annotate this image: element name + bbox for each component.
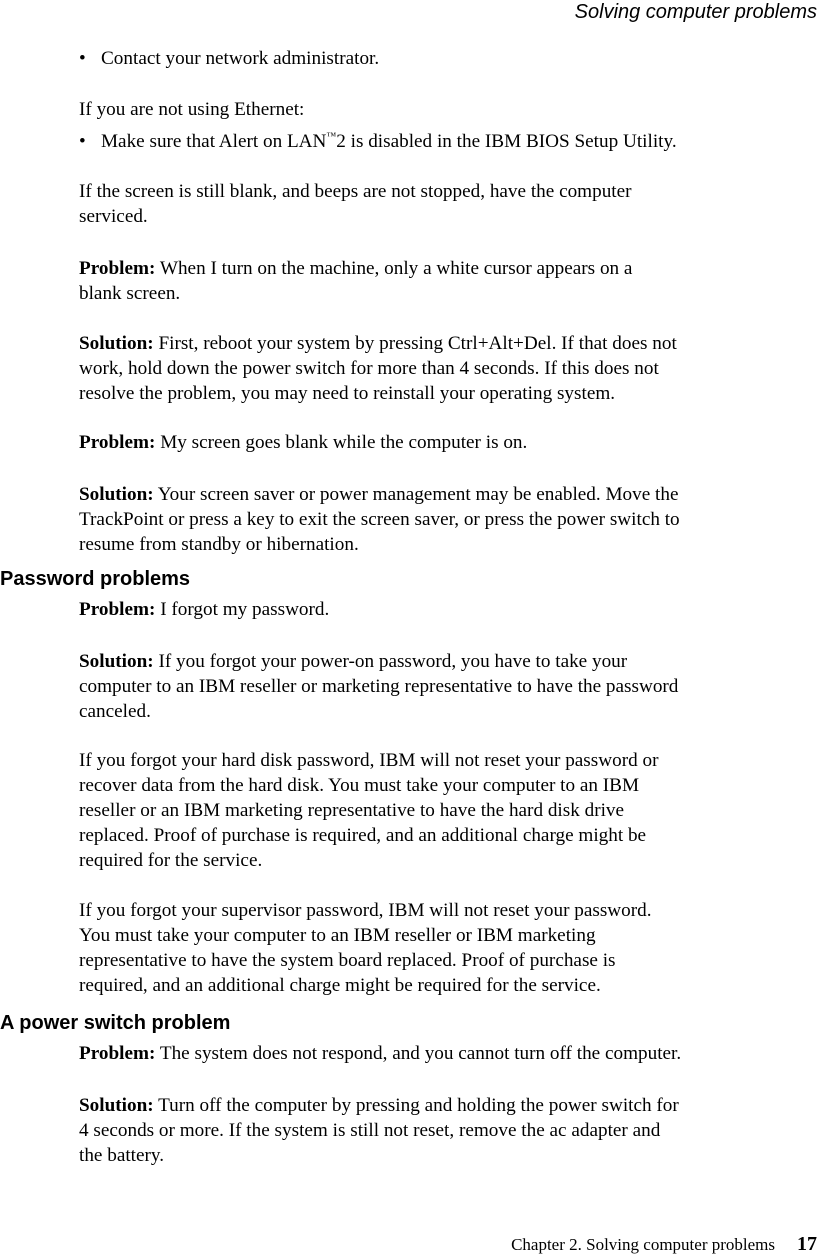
text-line: You must take your computer to an IBM reseller or IBM marketing: [79, 925, 596, 946]
text-line: [79, 331, 819, 356]
text-line: canceled.: [79, 701, 151, 722]
problem-label: Problem:: [79, 1043, 156, 1064]
problem-label: Problem:: [79, 599, 156, 620]
paragraph-hard-disk-password: [79, 748, 819, 873]
bullet-text-before: Make sure that Alert on LAN: [101, 131, 327, 152]
solution-text: If you forgot your power-on password, you have to take your: [158, 651, 628, 672]
solution-text: Turn off the computer by pressing and holding the power switch for: [158, 1095, 679, 1116]
bullet-text-after: 2 is disabled in the IBM BIOS Setup Utility.: [336, 131, 677, 152]
text-line: required for the service.: [79, 850, 263, 871]
problem-cursor: [79, 256, 819, 306]
text-line: replaced. Proof of purchase is required, and an additional charge might be: [79, 825, 647, 846]
solution-cursor: [79, 331, 819, 406]
bullet-glyph: •: [79, 131, 86, 152]
solution-blank-screen: [79, 482, 819, 557]
solution-label: Solution:: [79, 651, 154, 672]
text-line: 4 seconds or more. If the system is still not reset, remove the ac adapter and: [79, 1120, 661, 1141]
text-line: recover data from the hard disk. You must take your computer to an IBM: [79, 775, 640, 796]
text-line: reseller or an IBM marketing representative to have the hard disk drive: [79, 800, 625, 821]
text-line: resolve the problem, you may need to reinstall your operating system.: [79, 383, 616, 404]
solution-power-switch: [79, 1093, 819, 1168]
section-heading-power-switch: A power switch problem: [0, 1012, 231, 1034]
paragraph-still-blank: [79, 179, 819, 229]
text-line: If the screen is still blank, and beeps are not stopped, have the computer: [79, 181, 632, 202]
problem-text: When I turn on the machine, only a white cursor appears on a: [159, 258, 633, 279]
text-line: work, hold down the power switch for more than 4 seconds. If this does not: [79, 358, 659, 379]
solution-text: First, reboot your system by pressing Ctrl+Alt+Del. If that does not: [158, 333, 677, 354]
solution-password: [79, 649, 819, 724]
problem-password: [79, 597, 819, 622]
problem-power-switch: [79, 1041, 819, 1066]
list-item: [79, 129, 677, 154]
problem-text: I forgot my password.: [160, 599, 330, 620]
text-line: [79, 1093, 819, 1118]
solution-label: Solution:: [79, 484, 154, 505]
solution-label: Solution:: [79, 1095, 154, 1116]
paragraph-supervisor-password: [79, 898, 819, 998]
page-footer: [511, 1232, 817, 1257]
solution-text: Your screen saver or power management may be enabled. Move the: [157, 484, 679, 505]
text-line: If you forgot your supervisor password, IBM will not reset your password.: [79, 900, 652, 921]
solution-label: Solution:: [79, 333, 154, 354]
problem-blank-screen: [79, 430, 819, 455]
trademark-mark: ™: [326, 131, 337, 142]
text-line: TrackPoint or press a key to exit the screen saver, or press the power switch to: [79, 509, 680, 530]
page-number: 17: [797, 1233, 817, 1255]
problem-label: Problem:: [79, 258, 156, 279]
text-line: resume from standby or hibernation.: [79, 534, 359, 555]
text-line: [79, 256, 819, 281]
text-line: [79, 482, 819, 507]
running-head: Solving computer problems: [574, 1, 817, 23]
text-line: serviced.: [79, 206, 148, 227]
bullet-glyph: •: [79, 48, 86, 69]
text-line: the battery.: [79, 1145, 165, 1166]
text-line: required, and an additional charge might be required for the service.: [79, 975, 601, 996]
footer-chapter: Chapter 2. Solving computer problems: [511, 1235, 775, 1254]
text-line: [79, 649, 819, 674]
text-line: [79, 597, 819, 622]
problem-label: Problem:: [79, 432, 156, 453]
problem-text: My screen goes blank while the computer is on.: [160, 432, 528, 453]
text-line: blank screen.: [79, 283, 181, 304]
text-line: computer to an IBM reseller or marketing representative to have the password: [79, 676, 679, 697]
bullet-text: Contact your network administrator.: [101, 48, 380, 69]
text-line: If you forgot your hard disk password, IBM will not reset your password or: [79, 750, 659, 771]
problem-text: The system does not respond, and you cannot turn off the computer.: [159, 1043, 682, 1064]
text-line: [79, 1041, 819, 1066]
text-line: representative to have the system board replaced. Proof of purchase is: [79, 950, 616, 971]
section-heading-password: Password problems: [0, 568, 191, 590]
paragraph-not-ethernet: If you are not using Ethernet:: [79, 99, 305, 120]
text-line: [79, 430, 819, 455]
list-item: [79, 46, 379, 71]
